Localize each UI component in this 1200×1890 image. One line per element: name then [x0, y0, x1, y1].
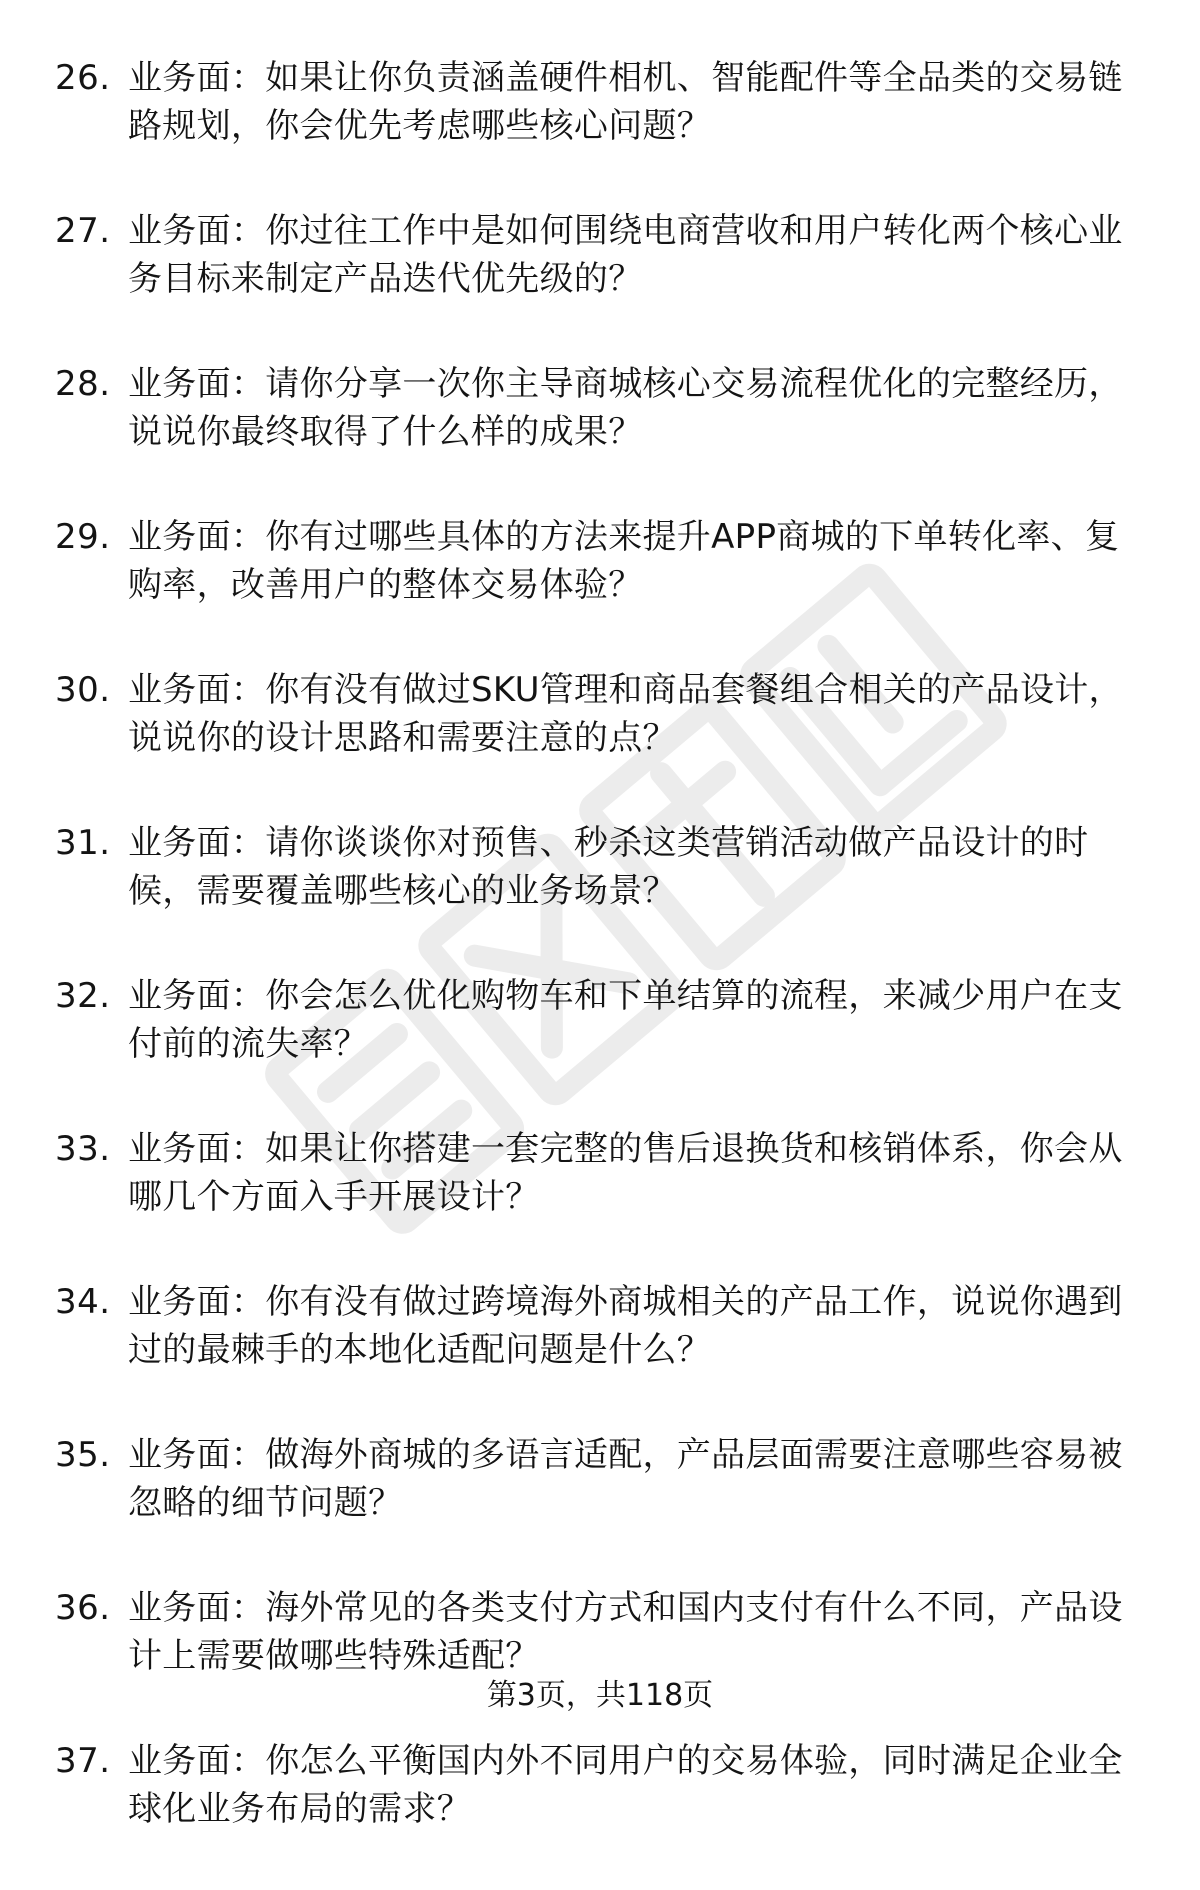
question-number: 34.	[55, 1282, 111, 1322]
question-item	[0, 513, 1200, 666]
question-text: 业务面：你会怎么优化购物车和下单结算的流程，来减少用户在支付前的流失率？	[128, 976, 1123, 1064]
question-number: 28.	[55, 364, 111, 404]
question-item	[0, 1125, 1200, 1278]
question-item	[0, 360, 1200, 513]
question-item	[0, 972, 1200, 1125]
question-text: 业务面：你有没有做过跨境海外商城相关的产品工作，说说你遇到过的最棘手的本地化适配问题是什么？	[128, 1282, 1123, 1370]
question-item	[0, 1278, 1200, 1431]
question-number: 30.	[55, 670, 111, 710]
question-list	[0, 54, 1200, 1890]
question-number: 27.	[55, 211, 111, 251]
question-text: 业务面：请你谈谈你对预售、秒杀这类营销活动做产品设计的时候，需要覆盖哪些核心的业务场景？	[128, 823, 1089, 911]
question-text: 业务面：如果让你负责涵盖硬件相机、智能配件等全品类的交易链路规划，你会优先考虑哪些核心问题？	[128, 58, 1123, 146]
question-number: 36.	[55, 1588, 111, 1628]
question-number: 33.	[55, 1129, 111, 1169]
question-number: 37.	[55, 1741, 111, 1781]
question-text: 业务面：请你分享一次你主导商城核心交易流程优化的完整经历，说说你最终取得了什么样的成果？	[128, 364, 1123, 452]
question-number: 35.	[55, 1435, 111, 1475]
page-footer: 第3页，共118页	[486, 1678, 714, 1713]
question-item	[0, 1431, 1200, 1584]
question-item	[0, 1737, 1200, 1890]
question-item	[0, 666, 1200, 819]
question-number: 31.	[55, 823, 111, 863]
question-text: 业务面：海外常见的各类支付方式和国内支付有什么不同，产品设计上需要做哪些特殊适配？	[128, 1588, 1123, 1676]
question-text: 业务面：做海外商城的多语言适配，产品层面需要注意哪些容易被忽略的细节问题？	[128, 1435, 1123, 1523]
question-text: 业务面：如果让你搭建一套完整的售后退换货和核销体系，你会从哪几个方面入手开展设计？	[128, 1129, 1123, 1217]
question-text: 业务面：你有过哪些具体的方法来提升APP商城的下单转化率、复购率，改善用户的整体交易体验？	[128, 517, 1120, 605]
question-item	[0, 207, 1200, 360]
question-text: 业务面：你怎么平衡国内外不同用户的交易体验，同时满足企业全球化业务布局的需求？	[128, 1741, 1123, 1829]
question-item	[0, 54, 1200, 207]
question-item	[0, 819, 1200, 972]
question-number: 29.	[55, 517, 111, 557]
question-text: 业务面：你有没有做过SKU管理和商品套餐组合相关的产品设计，说说你的设计思路和需要注意的点？	[128, 670, 1123, 758]
question-text: 业务面：你过往工作中是如何围绕电商营收和用户转化两个核心业务目标来制定产品迭代优先级的？	[128, 211, 1123, 299]
question-number: 32.	[55, 976, 111, 1016]
question-number: 26.	[55, 58, 111, 98]
